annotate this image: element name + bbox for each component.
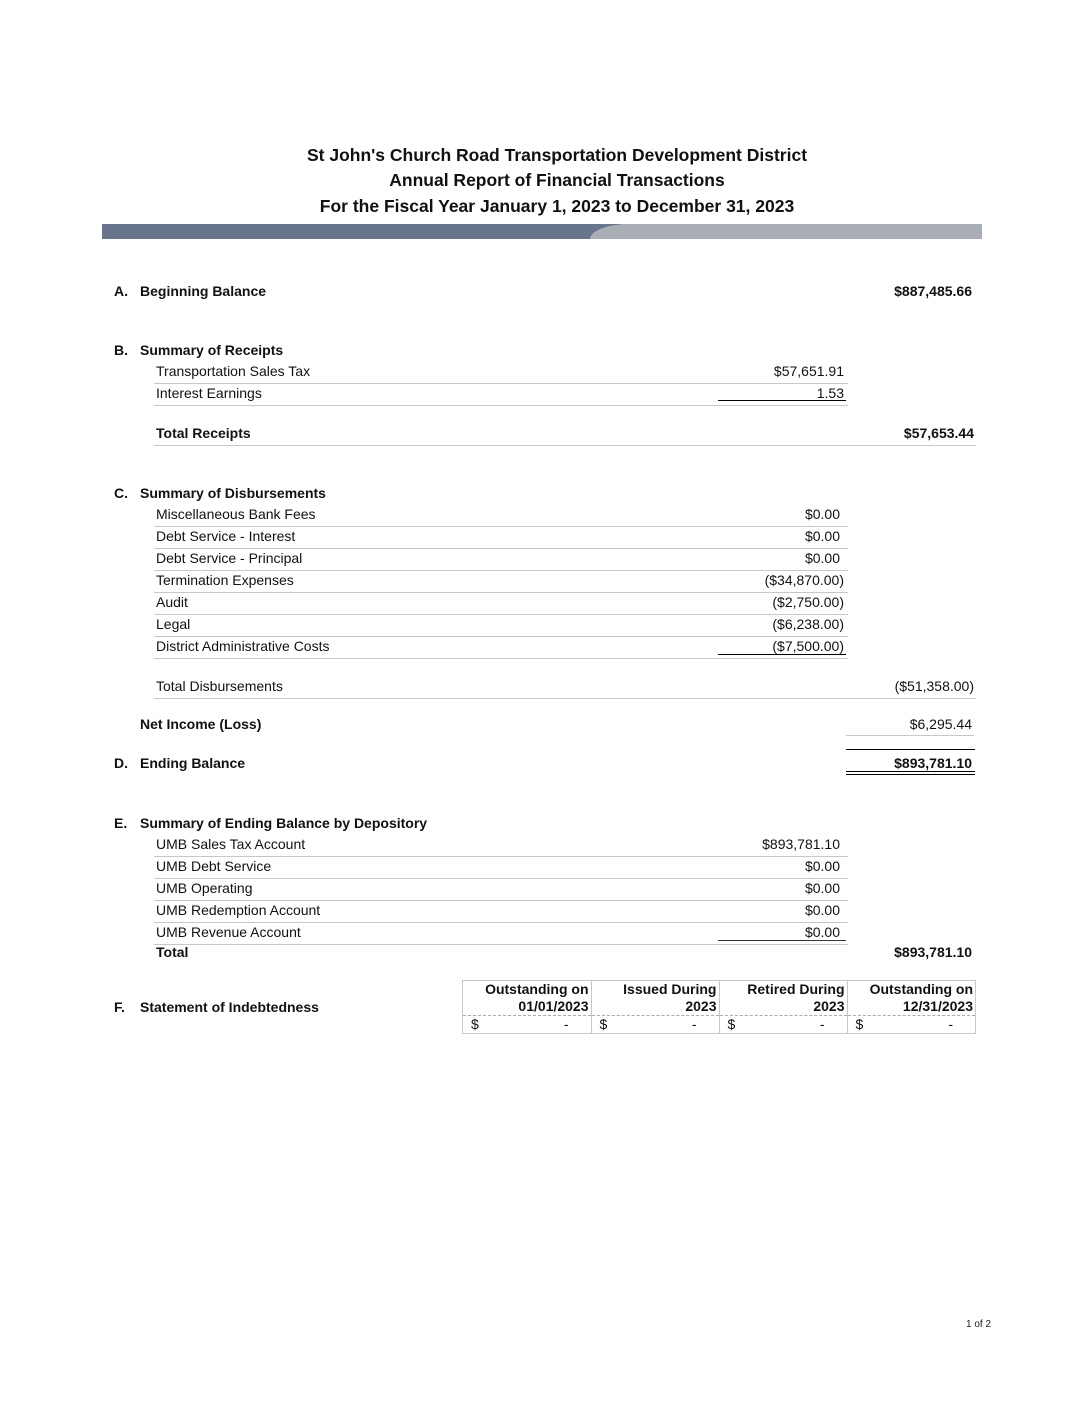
depository-label: UMB Sales Tax Account (156, 836, 306, 852)
total-receipts-amount: $57,653.44 (903, 425, 974, 441)
depository-total-amount: $893,781.10 (894, 944, 972, 960)
receipt-label: Transportation Sales Tax (156, 363, 311, 379)
disbursement-label: Legal (156, 616, 191, 632)
section-b-letter: B. (114, 342, 128, 358)
disbursement-amount: ($34,870.00) (764, 572, 844, 588)
section-c-letter: C. (114, 485, 128, 501)
report-title-fiscal-year: For the Fiscal Year January 1, 2023 to December 31, 2023 (319, 196, 795, 216)
depository-label: UMB Revenue Account (156, 924, 301, 940)
section-f-letter: F. (114, 999, 125, 1015)
report-title-annual: Annual Report of Financial Transactions (389, 170, 725, 190)
report-title-district: St John's Church Road Transportation Development District (306, 145, 808, 165)
indebtedness-col-header: Retired During 2023 (719, 981, 847, 1016)
depository-row (154, 857, 848, 879)
disbursement-amount: $0.00 (804, 550, 840, 566)
indebtedness-col-header: Outstanding on 01/01/2023 (463, 981, 591, 1016)
receipt-row (154, 362, 848, 384)
header-decorative-band (102, 224, 982, 239)
total-disbursements-row (154, 677, 976, 699)
section-e-title: Summary of Ending Balance by Depository (140, 815, 428, 831)
depository-total-label: Total (156, 944, 189, 960)
depository-amount: $0.00 (804, 924, 840, 940)
disbursement-row (154, 527, 848, 549)
section-d-title: Ending Balance (140, 755, 246, 771)
receipt-label: Interest Earnings (156, 385, 262, 401)
ending-balance-overline (846, 749, 975, 750)
disbursement-label: Termination Expenses (156, 572, 294, 588)
total-disbursements-label: Total Disbursements (156, 678, 283, 694)
subtotal-underline (718, 940, 846, 941)
depository-label: UMB Debt Service (156, 858, 272, 874)
net-income-cell (846, 714, 974, 736)
subtotal-underline (718, 400, 846, 401)
beginning-balance-amount: $887,485.66 (894, 283, 972, 299)
section-e-letter: E. (114, 815, 128, 831)
disbursement-amount: ($2,750.00) (772, 594, 844, 610)
depository-row (154, 901, 848, 923)
indebtedness-cell: $ - (471, 1016, 569, 1032)
depository-label: UMB Operating (156, 880, 253, 896)
indebtedness-col-header: Outstanding on 12/31/2023 (847, 981, 975, 1016)
receipt-amount: $57,651.91 (773, 363, 844, 379)
total-disbursements-amount: ($51,358.00) (894, 678, 974, 694)
depository-amount: $0.00 (804, 858, 840, 874)
disbursement-label: Miscellaneous Bank Fees (156, 506, 316, 522)
disbursement-row (154, 571, 848, 593)
depository-row (154, 879, 848, 901)
indebtedness-cell: $ - (719, 1016, 847, 1034)
disbursement-amount: ($7,500.00) (772, 638, 844, 654)
indebtedness-cell: $ - (847, 1016, 975, 1034)
disbursement-row (154, 549, 848, 571)
net-income-label: Net Income (Loss) (140, 716, 262, 732)
depository-row (154, 835, 848, 857)
disbursement-row (154, 593, 848, 615)
disbursement-row (154, 637, 848, 659)
depository-row (154, 923, 848, 945)
disbursement-row (154, 615, 848, 637)
indebtedness-cell: $ - (591, 1016, 719, 1034)
disbursement-label: Debt Service - Interest (156, 528, 296, 544)
subtotal-underline (718, 654, 846, 655)
section-a-letter: A. (114, 283, 128, 299)
page-number: 1 of 2 (966, 1319, 992, 1330)
disbursement-label: Debt Service - Principal (156, 550, 303, 566)
ending-balance-double-underline (846, 771, 975, 775)
section-d-letter: D. (114, 755, 128, 771)
section-f-title: Statement of Indebtedness (140, 999, 319, 1015)
disbursement-amount: ($6,238.00) (772, 616, 844, 632)
disbursement-amount: $0.00 (804, 506, 840, 522)
total-receipts-label: Total Receipts (156, 425, 251, 441)
indebtedness-values-row (463, 1016, 975, 1034)
disbursement-amount: $0.00 (804, 528, 840, 544)
depository-label: UMB Redemption Account (156, 902, 321, 918)
section-c-title: Summary of Disbursements (140, 485, 326, 501)
receipt-row (154, 384, 848, 406)
section-a-title: Beginning Balance (140, 283, 267, 299)
ending-balance-amount: $893,781.10 (894, 755, 972, 771)
depository-amount: $893,781.10 (762, 836, 840, 852)
disbursement-label: District Administrative Costs (156, 638, 330, 654)
indebtedness-table (462, 980, 976, 1034)
depository-amount: $0.00 (804, 902, 840, 918)
net-income-amount: $6,295.44 (909, 716, 972, 732)
indebtedness-col-header: Issued During 2023 (591, 981, 719, 1016)
total-receipts-row (154, 424, 976, 446)
receipt-amount: 1.53 (816, 385, 844, 401)
disbursement-label: Audit (156, 594, 188, 610)
section-b-title: Summary of Receipts (140, 342, 284, 358)
depository-amount: $0.00 (804, 880, 840, 896)
disbursement-row (154, 505, 848, 527)
